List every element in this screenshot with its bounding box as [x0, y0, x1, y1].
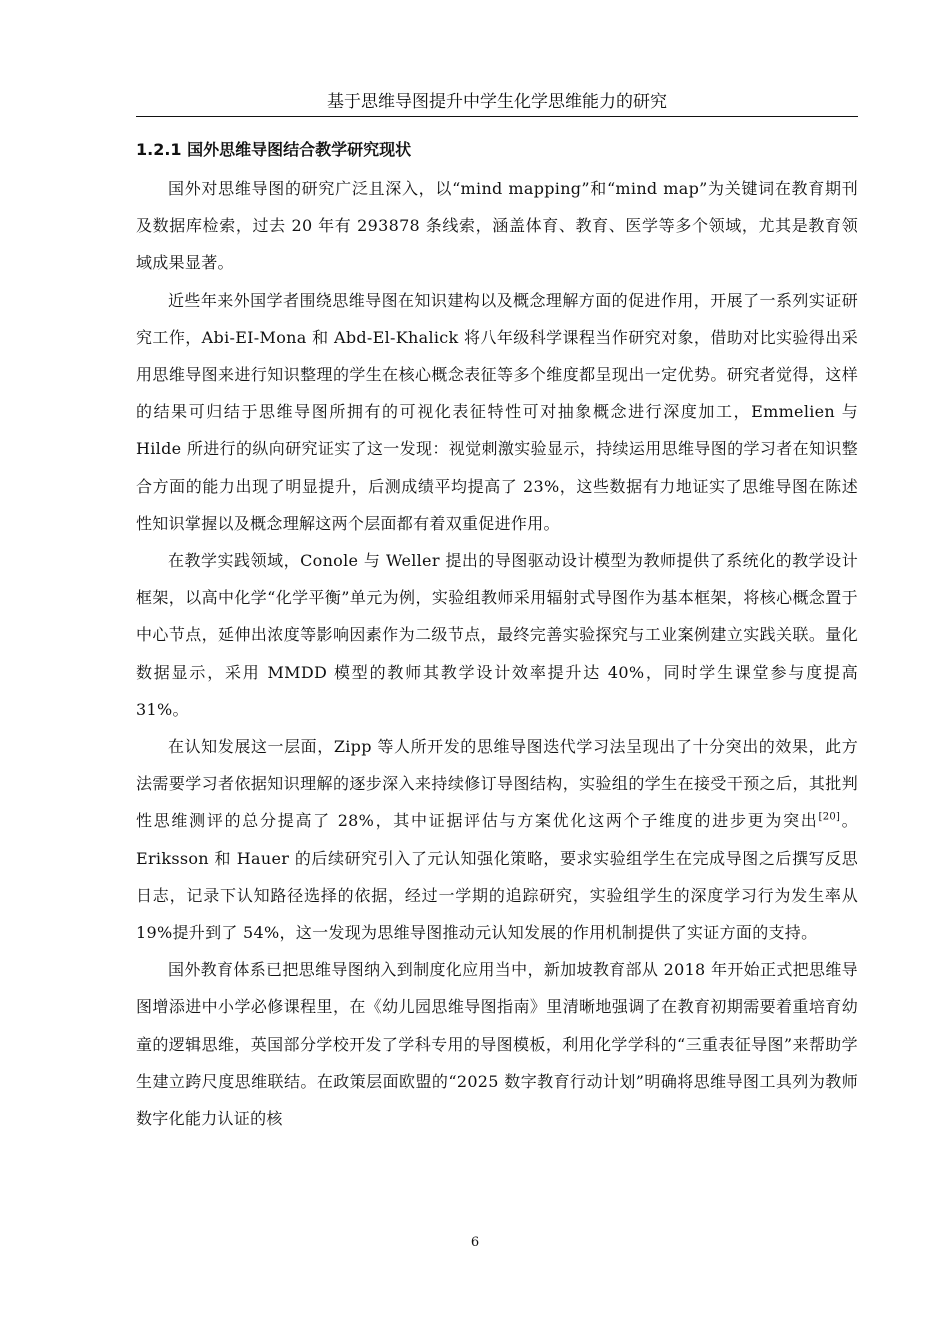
- header-rule: [136, 116, 858, 117]
- running-header: 基于思维导图提升中学生化学思维能力的研究: [327, 92, 667, 112]
- paragraph-3: 在教学实践领域，Conole 与 Weller 提出的导图驱动设计模型为教师提供了系统化的教学设计框架，以高中化学“化学平衡”单元为例，实验组教师采用辐射式导图作为基本框架，将核心概念置于中心节点，延伸出浓度等影响因素作为二级节点，最终完善实验探究与工业案例建立实践关联。量化数据显示，采用 MMDD 模型的教师其教学设计效率提升达 40%，同时学生课堂参与度提高 31%。: [136, 551, 858, 719]
- paragraph-4-text-after: 。Eriksson 和 Hauer 的后续研究引入了元认知强化策略，要求实验组学生在完成导图之后撰写反思日志，记录下认知路径选择的依据，经过一学期的追踪研究，实验组学生的深度学习行为发生率从 19%提升到了 54%，这一发现为思维导图推动元认知发展的作用机制提供了实证方面的支持。: [136, 811, 858, 943]
- citation-marker[interactable]: [20]: [818, 812, 841, 824]
- paragraph-4-text-before: 在认知发展这一层面，Zipp 等人所开发的思维导图迭代学习法呈现出了十分突出的效果，此方法需要学习者依据知识理解的逐步深入来持续修订导图结构，实验组的学生在接受干预之后，其批判性思维测评的总分提高了 28%，其中证据评估与方案优化这两个子维度的进步更为突出: [136, 737, 858, 831]
- paragraph-4: [136, 728, 858, 951]
- paragraph-2: 近些年来外国学者围绕思维导图在知识建构以及概念理解方面的促进作用，开展了一系列实证研究工作，Abi-EI-Mona 和 Abd-El-Khalick 将八年级科学课程当作研究对象，借助对比实验得出采用思维导图来进行知识整理的学生在核心概念表征等多个维度都呈现出一定优势。研究者觉得，这样的结果可归结于思维导图所拥有的可视化表征特性可对抽象概念进行深度加工，Emmelien 与 Hilde 所进行的纵向研究证实了这一发现：视觉刺激实验显示，持续运用思维导图的学习者在知识整合方面的能力出现了明显提升，后测成绩平均提高了 23%，这些数据有力地证实了思维导图在陈述性知识掌握以及概念理解这两个层面都有着双重促进作用。: [136, 290, 858, 533]
- paragraph-5: 国外教育体系已把思维导图纳入到制度化应用当中，新加坡教育部从 2018 年开始正式把思维导图增添进中小学必修课程里，在《幼儿园思维导图指南》里清晰地强调了在教育初期需要着重培育幼童的逻辑思维，英国部分学校开发了学科专用的导图模板，利用化学学科的“三重表征导图”来帮助学生建立跨尺度思维联结。在政策层面欧盟的“2025 数字教育行动计划”明确将思维导图工具列为教师数字化能力认证的核: [136, 960, 858, 1129]
- section-heading: 1.2.1 国外思维导图结合教学研究现状: [136, 140, 412, 159]
- page-body: [136, 136, 858, 1137]
- page-number: 6: [470, 1235, 480, 1250]
- paragraph-1: 国外对思维导图的研究广泛且深入，以“mind mapping”和“mind map”为关键词在教育期刊及数据库检索，过去 20 年有 293878 条线索，涵盖体育、教育、医学等多个领域，尤其是教育领域成果显著。: [136, 179, 858, 273]
